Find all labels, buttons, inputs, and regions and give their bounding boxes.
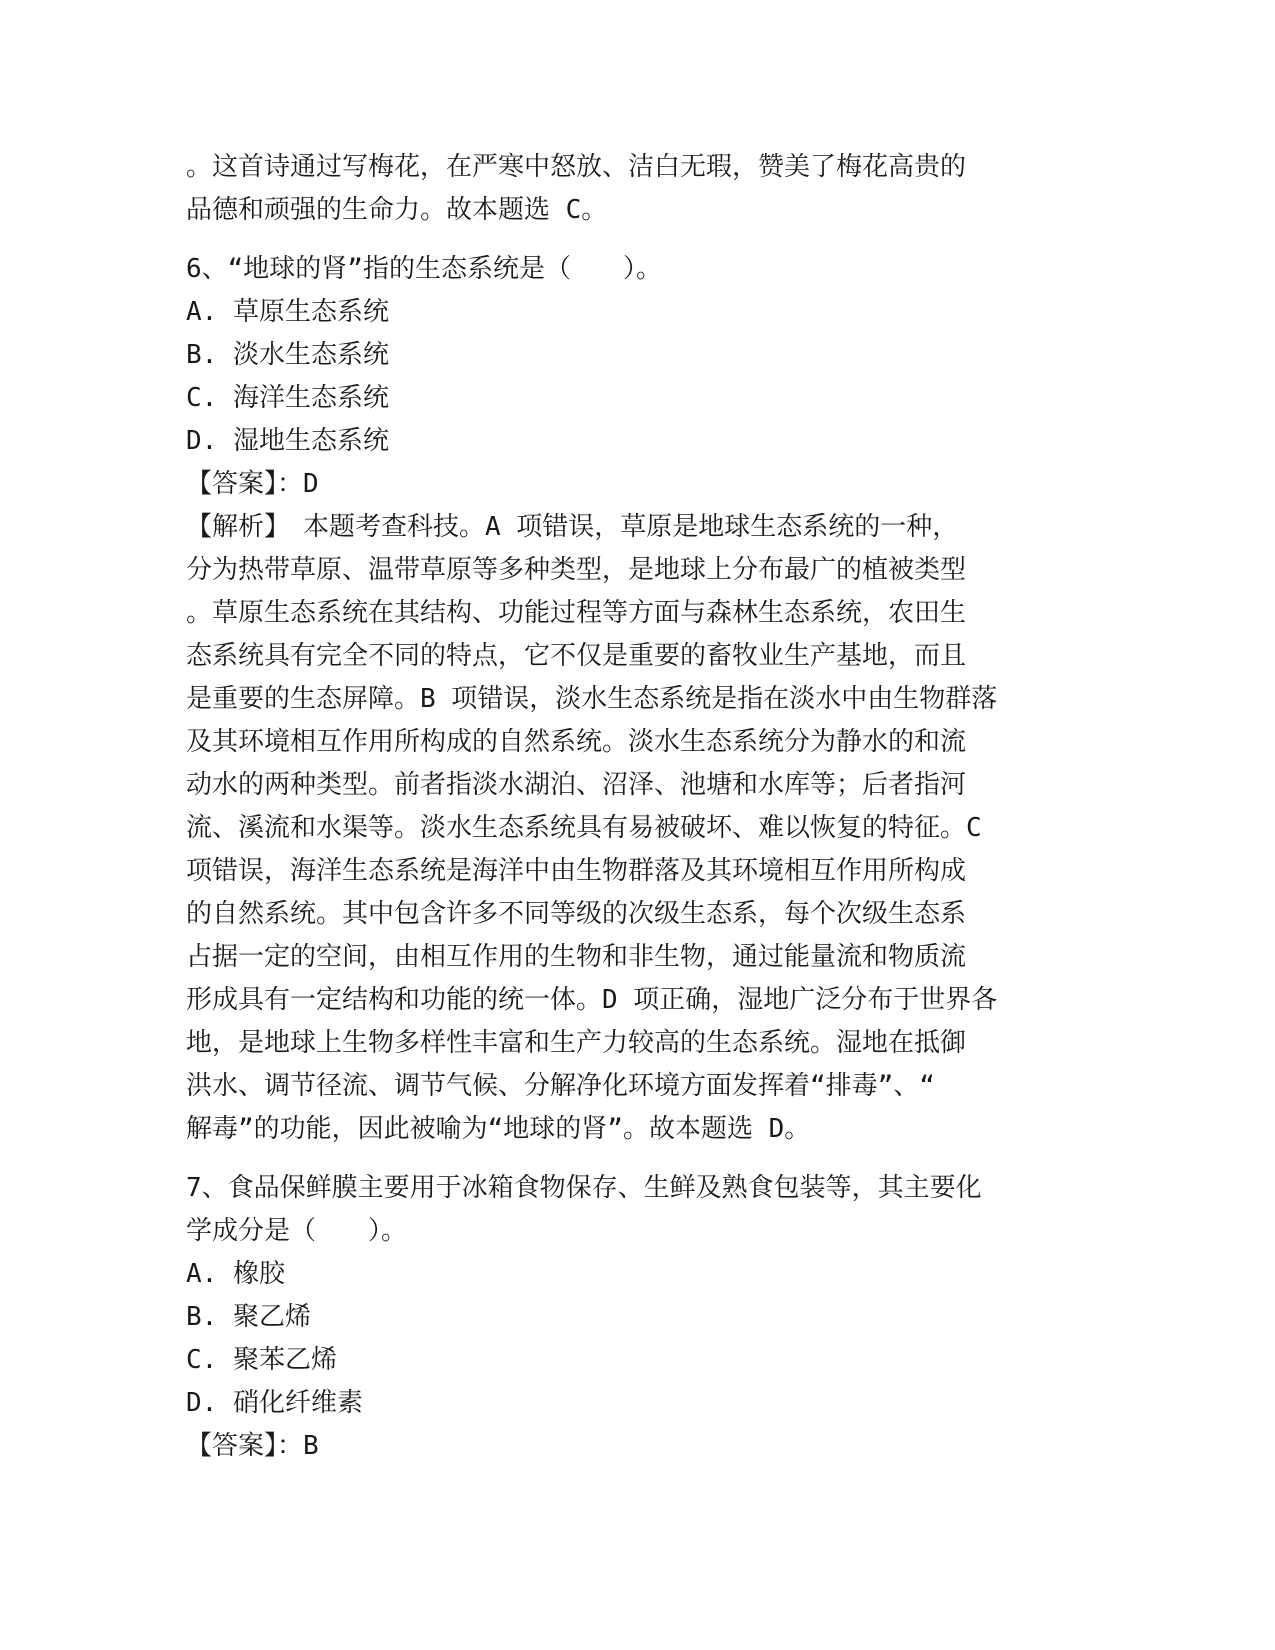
question-6-analysis-line: 及其环境相互作用所构成的自然系统。淡水生态系统分为静水的和流 [186,727,967,757]
question-6-analysis-line: 流、溪流和水渠等。淡水生态系统具有易被破坏、难以恢复的特征。C [186,813,982,843]
question-7-stem: 7、食品保鲜膜主要用于冰箱食物保存、生鲜及熟食包装等，其主要化 [186,1173,982,1203]
question-6-analysis-line: 解毒”的功能，因此被喻为“地球的肾”。故本题选 D。 [186,1114,811,1144]
question-6-analysis-line: 的自然系统。其中包含许多不同等级的次级生态系，每个次级生态系 [186,899,967,929]
question-6-analysis-line: 洪水、调节径流、调节气候、分解净化环境方面发挥着“排毒”、“ [186,1071,935,1101]
question-6-option-a: A. 草原生态系统 [186,297,389,327]
intro-line: 。这首诗通过写梅花，在严寒中怒放、洁白无瑕，赞美了梅花高贵的 [186,152,967,182]
question-7-option-b: B. 聚乙烯 [186,1302,311,1332]
question-6-analysis-line: 【解析】 本题考查科技。A 项错误，草原是地球生态系统的一种， [186,512,959,542]
intro-line: 品德和顽强的生命力。故本题选 C。 [186,195,608,225]
question-7-answer: 【答案】：B [186,1431,319,1461]
question-6-analysis-line: 项错误，海洋生态系统是海洋中由生物群落及其环境相互作用所构成 [186,856,967,886]
question-7-option-a: A. 橡胶 [186,1259,285,1289]
question-6-analysis-line: 分为热带草原、温带草原等多种类型，是地球上分布最广的植被类型 [186,555,967,585]
question-7-option-d: D. 硝化纤维素 [186,1388,363,1418]
question-6-analysis-line: 形成具有一定结构和功能的统一体。D 项正确，湿地广泛分布于世界各 [186,985,998,1015]
question-6-option-d: D. 湿地生态系统 [186,426,389,456]
question-7-option-c: C. 聚苯乙烯 [186,1345,337,1375]
question-6-analysis-line: 占据一定的空间，由相互作用的生物和非生物，通过能量流和物质流 [186,942,967,972]
question-6-option-c: C. 海洋生态系统 [186,383,389,413]
paragraph-gap [186,232,1086,248]
question-6-analysis-line: 是重要的生态屏障。B 项错误，淡水生态系统是指在淡水中由生物群落 [186,684,998,714]
question-6-analysis-line: 。草原生态系统在其结构、功能过程等方面与森林生态系统，农田生 [186,598,967,628]
question-6-stem: 6、“地球的肾”指的生态系统是（ ）。 [186,254,662,284]
paragraph-gap [186,1151,1086,1167]
question-6-answer: 【答案】：D [186,469,319,499]
question-6-analysis-line: 动水的两种类型。前者指淡水湖泊、沼泽、池塘和水库等；后者指河 [186,770,967,800]
question-6-analysis-line: 态系统具有完全不同的特点，它不仅是重要的畜牧业生产基地，而且 [186,641,967,671]
question-7-stem: 学成分是（ ）。 [186,1216,408,1246]
document-content [186,146,1086,1468]
question-6-option-b: B. 淡水生态系统 [186,340,389,370]
question-6-analysis-line: 地，是地球上生物多样性丰富和生产力较高的生态系统。湿地在抵御 [186,1028,967,1058]
